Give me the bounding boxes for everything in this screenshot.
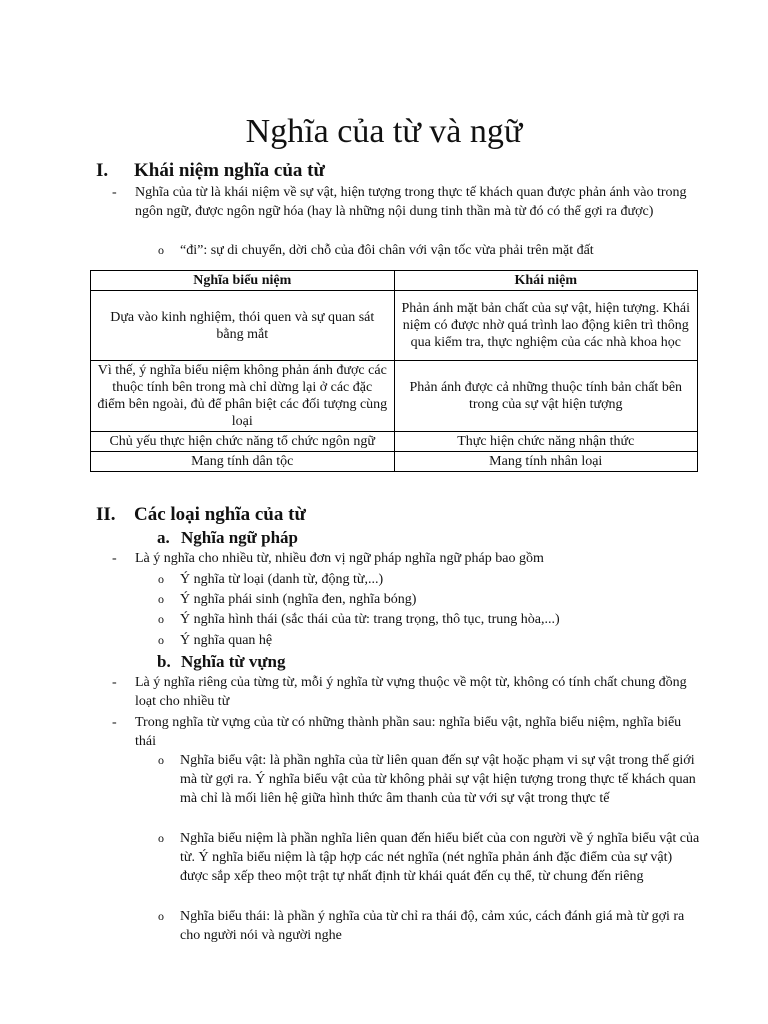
table-row <box>91 361 698 432</box>
dash-bullet: - <box>112 551 117 566</box>
list-item-text: Là ý nghĩa riêng của từng từ, mỗi ý nghĩa từ vựng thuộc về một từ, không có tính chất chung đồng loạt cho nhiều từ <box>135 675 687 709</box>
circle-bullet: o <box>158 753 164 767</box>
table-cell: Phản ánh được cả những thuộc tính bản chất bên trong của sự vật hiện tượng <box>394 361 698 432</box>
section-title: Khái niệm nghĩa của từ <box>134 160 325 181</box>
table-cell: Mang tính nhân loại <box>394 452 698 472</box>
sub-list-item <box>158 829 700 886</box>
sub-list-item <box>158 631 700 650</box>
circle-bullet: o <box>158 909 164 923</box>
sub-list-item-text: Ý nghĩa phái sinh (nghĩa đen, nghĩa bóng) <box>180 592 417 607</box>
list-item-text: Là ý nghĩa cho nhiều từ, nhiều đơn vị ngữ pháp nghĩa ngữ pháp bao gồm <box>135 551 544 566</box>
table-cell: Chủ yếu thực hiện chức năng tổ chức ngôn ngữ <box>91 432 395 452</box>
table-cell: Dựa vào kinh nghiệm, thói quen và sự quan sát bằng mắt <box>91 291 395 361</box>
table-header-cell: Khái niệm <box>394 271 698 291</box>
dash-bullet: - <box>112 715 117 730</box>
sub-list-item <box>158 241 700 260</box>
table-row <box>91 291 698 361</box>
circle-bullet: o <box>158 633 164 647</box>
table-cell: Vì thế, ý nghĩa biểu niệm không phản ánh được các thuộc tính bên trong mà chỉ dừng lại ở các đặc điểm bên ngoài, đủ để phân biệt các đối tượng cùng loại <box>91 361 395 432</box>
list-item-text: Nghĩa của từ là khái niệm về sự vật, hiện tượng trong thực tế khách quan được phản ánh vào trong ngôn ngữ, được ngôn ngữ hóa (hay là những nội dung tinh thần mà từ đó có thể gợi ra được) <box>135 185 687 219</box>
sub-list-item <box>158 590 700 609</box>
table-header-cell: Nghĩa biểu niệm <box>91 271 395 291</box>
sub-list-item-text: “đi”: sự di chuyển, dời chỗ của đôi chân với vận tốc vừa phải trên mặt đất <box>180 243 594 258</box>
table-cell: Mang tính dân tộc <box>91 452 395 472</box>
dash-bullet: - <box>112 185 117 200</box>
subsection-title: Nghĩa từ vựng <box>181 652 286 671</box>
sub-list-item-text: Nghĩa biểu niệm là phần nghĩa liên quan đến hiểu biết của con người về ý nghĩa biểu vật của từ. Ý nghĩa biểu niệm là tập hợp các nét nghĩa (nét nghĩa phản ánh đặc điểm của sự vật) được sắp xếp theo một trật tự nhất định từ khái quát đến cụ thể, từ chung đến riêng <box>180 831 700 884</box>
sub-list-item <box>158 907 700 945</box>
list-item <box>112 713 700 751</box>
circle-bullet: o <box>158 831 164 845</box>
circle-bullet: o <box>158 572 164 586</box>
section-number: I. <box>96 160 109 181</box>
section-heading-1 <box>96 160 325 182</box>
section-number: II. <box>96 504 116 525</box>
subsection-letter: b. <box>157 652 171 671</box>
sub-list-item-text: Ý nghĩa hình thái (sắc thái của từ: trang trọng, thô tục, trung hòa,...) <box>180 612 560 627</box>
sub-list-item-text: Ý nghĩa quan hệ <box>180 633 273 648</box>
sub-list-item-text: Nghĩa biểu thái: là phần ý nghĩa của từ chỉ ra thái độ, cảm xúc, cách đánh giá mà từ gợi ra cho người nói và người nghe <box>180 909 685 943</box>
circle-bullet: o <box>158 243 164 257</box>
table-cell: Phản ánh mặt bản chất của sự vật, hiện tượng. Khái niệm có được nhờ quá trình lao động kiên trì thông qua kiểm tra, thực nghiệm của các nhà khoa học <box>394 291 698 361</box>
subsection-letter: a. <box>157 528 170 547</box>
table-cell: Thực hiện chức năng nhận thức <box>394 432 698 452</box>
list-item-text: Trong nghĩa từ vựng của từ có những thành phần sau: nghĩa biểu vật, nghĩa biểu niệm, nghĩa biểu thái <box>135 715 682 749</box>
section-title: Các loại nghĩa của từ <box>134 504 306 525</box>
list-item <box>112 673 700 711</box>
table-header-row <box>91 271 698 291</box>
list-item <box>112 183 700 221</box>
document-title: Nghĩa của từ và ngữ <box>245 113 523 150</box>
sub-list-item-text: Nghĩa biểu vật: là phần nghĩa của từ liên quan đến sự vật hoặc phạm vi sự vật trong thế giới mà từ gợi ra. Ý nghĩa biểu vật của từ không phải sự vật hiện tượng trong thực tế khách quan mà chỉ là mối liên hệ giữa hình thức âm thanh của từ với sự vật trong thực tế <box>180 753 696 806</box>
sub-list-item <box>158 570 700 589</box>
list-item <box>112 549 700 568</box>
dash-bullet: - <box>112 675 117 690</box>
sub-list-item <box>158 610 700 629</box>
comparison-table <box>90 270 698 472</box>
section-heading-2 <box>96 504 306 526</box>
table-row <box>91 452 698 472</box>
sub-list-item <box>158 751 700 808</box>
subsection-title: Nghĩa ngữ pháp <box>181 528 298 547</box>
subsection-heading-a <box>157 528 298 548</box>
subsection-heading-b <box>157 652 285 672</box>
circle-bullet: o <box>158 612 164 626</box>
table-row <box>91 432 698 452</box>
circle-bullet: o <box>158 592 164 606</box>
sub-list-item-text: Ý nghĩa từ loại (danh từ, động từ,...) <box>180 572 384 587</box>
